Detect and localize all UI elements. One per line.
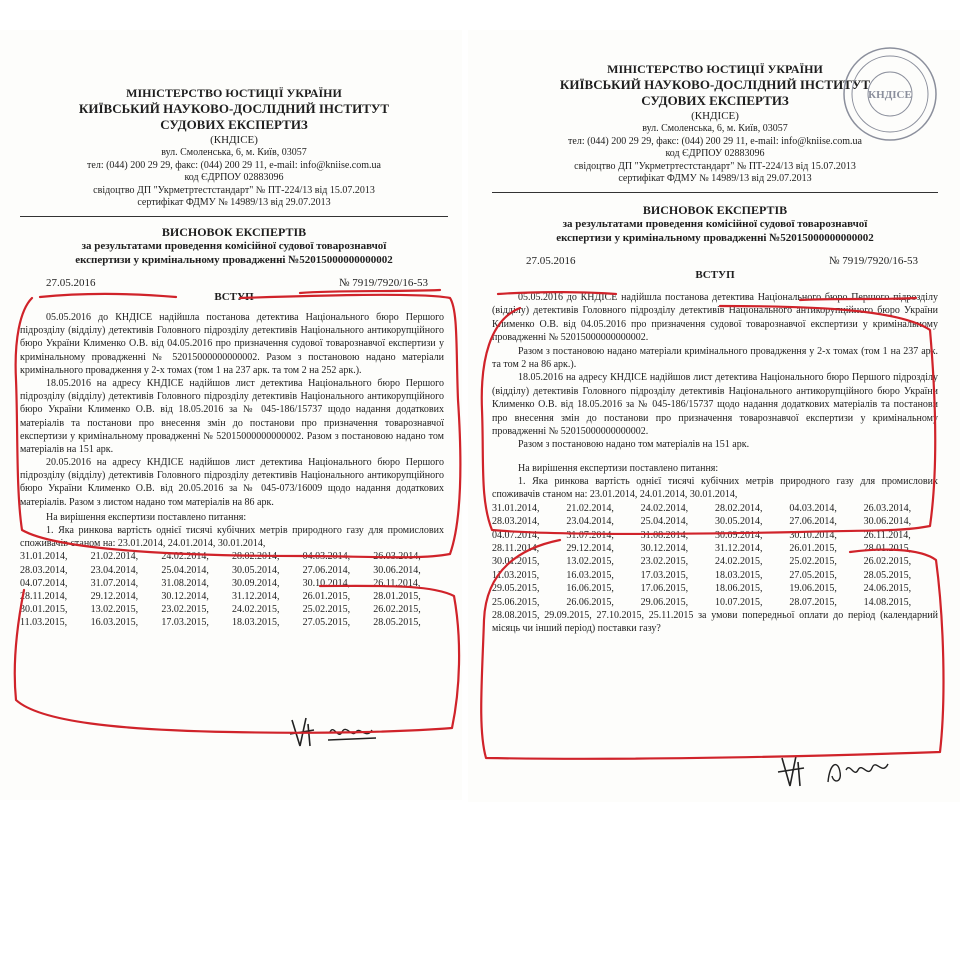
dates-row	[492, 582, 938, 595]
document-number: № 7919/7920/16-53	[828, 255, 918, 268]
intro-paragraph-2: 18.05.2016 на адресу КНДІСЕ надійшов лист детектива Національного бюро Першого підрозділу (відділу) детективів Головного підрозділу детективів Національного антикорупційного бюро України Клименко О.В. від 18.05.2016 за № 045-186/15737 щодо надання додаткових матеріалів та постанови про внесення змін до постанови про призначення товарознавчої експертизи у кримінальному провадженні № 52015000000000002. Разом з постановою надано том матеріалів на 151 арк.	[20, 377, 444, 455]
date-cell: 26.11.2014,	[863, 529, 911, 541]
date-cell: 10.07.2015,	[714, 596, 763, 608]
date-cell: 28.01.2015,	[373, 590, 421, 602]
question-text: 1. Яка ринкова вартість однієї тисячі кубічних метрів природного газу для промислових споживачів станом на: 23.01.2014, 24.01.2014, 30.01.2014,	[492, 476, 938, 501]
date-cell: 26.02.2015,	[863, 556, 912, 568]
date-cell: 28.05.2015,	[863, 569, 912, 581]
date-cell: 28.03.2014,	[20, 564, 68, 576]
date-cell: 16.03.2015,	[566, 569, 614, 581]
dates-row	[20, 603, 444, 616]
date-cell: 30.09.2014,	[714, 529, 763, 541]
date-cell: 31.12.2014,	[231, 590, 280, 602]
date-cell: 14.08.2015,	[863, 596, 912, 608]
date-cell: 31.07.2014,	[90, 577, 139, 589]
intro-paragraph-1: 05.05.2016 до КНДІСЕ надійшла постанова детектива Національного бюро Першого підрозділу (відділу) детективів Головного підрозділу детективів Національного антикорупційного бюро України Клименко О.В. від 04.05.2016 про призначення судової товарознавчої експертизи у кримінальному провадженні № 52015000000000002. Разом з постановою надано матеріали кримінального провадження у 2-х томах (том 1 на 237 арк. та том 2 на 252 арк.).	[20, 312, 444, 376]
date-cell: 28.02.2014,	[714, 502, 763, 514]
official-seal-stamp	[840, 44, 940, 149]
ministry-name: МІНІСТЕРСТВО ЮСТИЦІЇ УКРАЇНИ	[607, 62, 823, 76]
date-cell: 16.06.2015,	[566, 583, 614, 595]
date-cell: 23.04.2014,	[90, 564, 139, 576]
date-cell: 31.12.2014,	[714, 543, 763, 555]
date-cell: 28.11.2014,	[492, 543, 540, 555]
institute-name-line2: СУДОВИХ ЕКСПЕРТИЗ	[160, 117, 308, 133]
date-cell: 28.01.2015,	[863, 543, 912, 555]
date-cell: 30.01.2015,	[492, 556, 540, 568]
document-date: 27.05.2016	[526, 255, 576, 268]
dates-row	[492, 502, 938, 515]
institute-edrpou: код ЄДРПОУ 02883096	[184, 172, 284, 184]
date-cell: 19.06.2015,	[789, 583, 837, 595]
date-cell: 28.05.2015,	[373, 617, 421, 629]
document-subtitle: за результатами проведення комісійної судової товарознавчої	[562, 217, 868, 230]
document-page-left	[0, 30, 462, 800]
date-cell: 24.02.2014,	[161, 551, 209, 563]
intro-paragraph-2: Разом з постановою надано матеріали кримінального провадження у 2-х томах (том 1 на 237 арк. та том 2 на 86 арк.).	[492, 345, 938, 370]
date-cell: 24.02.2014,	[640, 502, 689, 514]
date-cell: 30.12.2014,	[640, 543, 689, 555]
date-cell: 18.03.2015,	[231, 617, 280, 629]
dates-table	[20, 550, 444, 629]
question-intro: На вирішення експертизи поставлено питання:	[518, 462, 719, 474]
letterhead-left	[20, 86, 448, 210]
institute-name-line2: СУДОВИХ ЕКСПЕРТИЗ	[641, 93, 789, 109]
section-intro: ВСТУП	[695, 269, 735, 282]
date-cell: 21.02.2014,	[566, 502, 614, 514]
date-cell: 30.10.2014,	[302, 577, 351, 589]
date-cell: 16.03.2015,	[90, 617, 139, 629]
date-cell: 29.12.2014,	[90, 590, 139, 602]
institute-contacts: тел: (044) 200 29 29, факс: (044) 200 29 11, e-mail: info@kniise.com.ua	[87, 159, 381, 171]
ministry-name: МІНІСТЕРСТВО ЮСТИЦІЇ УКРАЇНИ	[126, 86, 342, 100]
date-cell: 17.03.2015,	[161, 617, 209, 629]
dates-row	[492, 529, 938, 542]
institute-edrpou: код ЄДРПОУ 02883096	[665, 148, 765, 160]
date-cell: 31.01.2014,	[492, 502, 540, 514]
date-cell: 30.05.2014,	[231, 564, 280, 576]
document-page-right	[468, 30, 960, 802]
institute-abbr: (КНДІСЕ)	[691, 109, 739, 122]
date-cell: 21.02.2014,	[90, 551, 139, 563]
document-date: 27.05.2016	[46, 277, 96, 290]
document-subtitle: за результатами проведення комісійної судової товарознавчої	[81, 239, 387, 252]
date-cell: 24.02.2015,	[231, 604, 280, 616]
date-cell: 26.11.2014,	[373, 577, 421, 589]
document-number: № 7919/7920/16-53	[338, 277, 428, 290]
dates-row	[20, 564, 444, 577]
date-cell: 18.03.2015,	[714, 569, 763, 581]
institute-address: вул. Смоленська, 6, м. Київ, 03057	[161, 147, 307, 159]
date-cell: 24.02.2015,	[714, 556, 763, 568]
section-intro: ВСТУП	[214, 291, 254, 304]
dates-row	[492, 569, 938, 582]
date-cell: 28.07.2015,	[789, 596, 837, 608]
date-cell: 23.02.2015,	[640, 556, 689, 568]
date-cell: 29.12.2014,	[566, 543, 614, 555]
date-cell: 25.02.2015,	[789, 556, 837, 568]
question-text: 1. Яка ринкова вартість однієї тисячі кубічних метрів природного газу для промислових споживачів станом на: 23.01.2014, 24.01.2014, 30.01.2014,	[20, 525, 444, 550]
question-intro: На вирішення експертизи поставлено питання:	[46, 511, 247, 523]
date-cell: 29.05.2015,	[492, 583, 540, 595]
date-cell: 27.06.2014,	[302, 564, 351, 576]
document-title: ВИСНОВОК ЕКСПЕРТІВ	[642, 202, 788, 217]
date-cell: 17.06.2015,	[640, 583, 689, 595]
date-cell: 26.03.2014,	[863, 502, 912, 514]
date-cell: 27.06.2014,	[789, 516, 837, 528]
dates-row	[492, 515, 938, 528]
date-cell: 25.06.2015,	[492, 596, 540, 608]
date-cell: 26.06.2015,	[566, 596, 614, 608]
date-cell: 27.05.2015,	[789, 569, 837, 581]
date-cell: 13.02.2015,	[90, 604, 139, 616]
date-cell: 30.06.2014,	[373, 564, 421, 576]
institute-fdmu: сертифікат ФДМУ № 14989/13 від 29.07.2013	[618, 173, 812, 185]
date-cell: 29.06.2015,	[640, 596, 689, 608]
institute-contacts: тел: (044) 200 29 29, факс: (044) 200 29 11, e-mail: info@kniise.com.ua	[568, 135, 862, 147]
date-cell: 28.02.2014,	[231, 551, 280, 563]
date-cell: 17.03.2015,	[640, 569, 689, 581]
dates-row	[20, 590, 444, 603]
date-cell: 18.06.2015,	[714, 583, 763, 595]
date-cell: 25.02.2015,	[302, 604, 351, 616]
date-cell: 30.05.2014,	[714, 516, 763, 528]
date-cell: 25.04.2014,	[640, 516, 689, 528]
date-cell: 30.01.2015,	[20, 604, 68, 616]
date-cell: 26.01.2015,	[789, 543, 837, 555]
intro-paragraph-1: 05.05.2016 до КНДІСЕ надійшла постанова детектива Національного бюро Першого підрозділу (відділу) детективів Головного підрозділу детективів Національного антикорупційного бюро України Клименко О.В. від 04.05.2016 про призначення судової товарознавчої експертизи у кримінальному провадженні № 52015000000000002.	[492, 292, 938, 344]
intro-paragraph-3: 18.05.2016 на адресу КНДІСЕ надійшов лист детектива Національного бюро Першого підрозділу (відділу) детективів Головного підрозділу детективів Національного антикорупційного бюро України Клименко О.В. від 18.05.2016 за № 045-186/15737 щодо надання додаткових матеріалів та постанови про внесення змін до постанови про призначення товарознавчої експертизи у кримінальному провадженні № 52015000000000002.	[492, 372, 938, 437]
intro-paragraph-3: 20.05.2016 на адресу КНДІСЕ надійшов лист детектива Національного бюро Першого підрозділу (відділу) детективів Головного підрозділу детективів Національного антикорупційного бюро України Клименко О.В. від 20.05.2016 за № 045-073/16009 щодо надання додаткових матеріалів. Разом з листом надано том матеріалів на 86 арк.	[20, 457, 444, 508]
dates-row	[20, 577, 444, 590]
date-cell: 30.06.2014,	[863, 516, 912, 528]
date-cell: 31.08.2014,	[640, 529, 689, 541]
date-cell: 23.04.2014,	[566, 516, 614, 528]
institute-fdmu: сертифікат ФДМУ № 14989/13 від 29.07.2013	[137, 197, 331, 209]
dates-row	[20, 550, 444, 563]
dates-row	[492, 596, 938, 609]
dates-row	[492, 555, 938, 568]
signature-right	[768, 748, 918, 798]
date-cell: 04.03.2014,	[789, 502, 837, 514]
signature-left	[280, 710, 390, 760]
date-cell: 31.07.2014,	[566, 529, 614, 541]
document-subtitle-line2: експертизи у кримінальному провадженні №52015000000000002	[556, 231, 874, 244]
dates-row	[20, 616, 444, 629]
dates-row	[492, 542, 938, 555]
date-cell: 13.02.2015,	[566, 556, 614, 568]
date-cell: 31.01.2014,	[20, 551, 68, 563]
institute-certificate: свідоцтво ДП "Укрметртестстандарт" № ПТ-224/13 від 15.07.2013	[93, 184, 375, 196]
date-cell: 25.04.2014,	[161, 564, 209, 576]
date-cell: 26.03.2014,	[373, 551, 421, 563]
date-cell: 23.02.2015,	[161, 604, 209, 616]
date-cell: 04.07.2014,	[492, 529, 540, 541]
date-cell: 24.06.2015,	[863, 583, 912, 595]
institute-abbr: (КНДІСЕ)	[210, 133, 258, 146]
institute-address: вул. Смоленська, 6, м. Київ, 03057	[642, 123, 788, 135]
date-cell: 11.03.2015,	[492, 569, 540, 581]
institute-name: КИЇВСЬКИЙ НАУКОВО-ДОСЛІДНИЙ ІНСТИТУТ	[559, 77, 871, 92]
date-cell: 26.01.2015,	[302, 590, 351, 602]
page-divider	[463, 0, 467, 960]
document-title: ВИСНОВОК ЕКСПЕРТІВ	[161, 224, 307, 239]
dates-table	[492, 502, 938, 609]
date-cell: 04.03.2014,	[302, 551, 351, 563]
date-cell: 26.02.2015,	[373, 604, 421, 616]
question-text-end: 28.08.2015, 29.09.2015, 27.10.2015, 25.11.2015 за умови попередньої оплати до період (календарний місяць чи інший період) поставки газу?	[492, 609, 938, 635]
institute-certificate: свідоцтво ДП "Укрметртестстандарт" № ПТ-224/13 від 15.07.2013	[574, 160, 856, 172]
seal-text: КНДІСЕ	[868, 89, 912, 101]
date-cell: 30.12.2014,	[161, 590, 209, 602]
date-cell: 04.07.2014,	[20, 577, 68, 589]
date-cell: 30.09.2014,	[231, 577, 280, 589]
date-cell: 28.03.2014,	[492, 516, 540, 528]
document-subtitle-line2: експертизи у кримінальному провадженні №52015000000000002	[75, 253, 393, 266]
date-cell: 30.10.2014,	[789, 529, 837, 541]
intro-paragraph-4: Разом з постановою надано том матеріалів на 151 арк.	[518, 439, 750, 451]
institute-name: КИЇВСЬКИЙ НАУКОВО-ДОСЛІДНИЙ ІНСТИТУТ	[78, 101, 390, 116]
date-cell: 31.08.2014,	[161, 577, 209, 589]
date-cell: 27.05.2015,	[302, 617, 351, 629]
date-cell: 11.03.2015,	[20, 617, 68, 629]
date-cell: 28.11.2014,	[20, 590, 68, 602]
